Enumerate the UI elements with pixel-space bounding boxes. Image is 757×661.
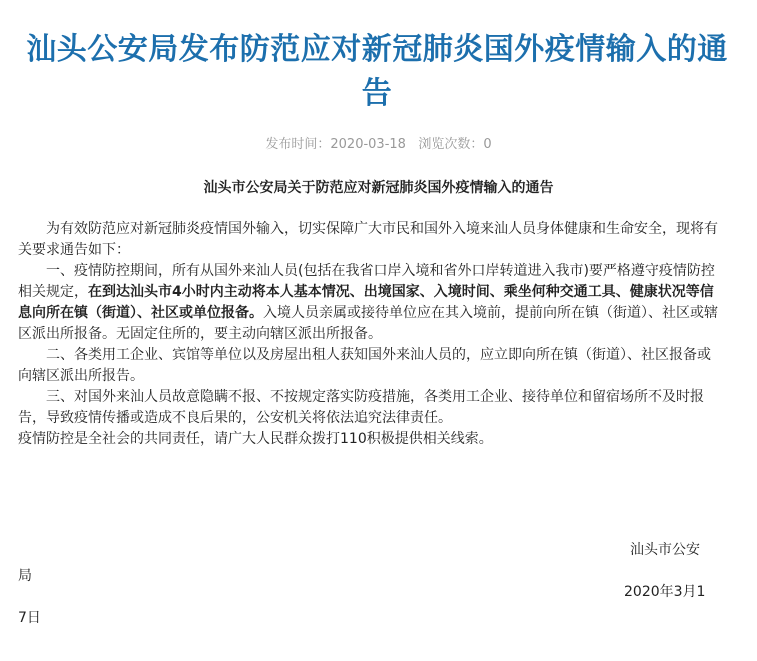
item-2-paragraph: 二、各类用工企业、宾馆等单位以及房屋出租人获知国外来汕人员的，应立即向所在镇（街道）、社区报备或向辖区派出所报告。 (18, 347, 711, 384)
article-body (18, 219, 724, 450)
view-count-value: 0 (483, 137, 492, 152)
signature-org-line-2: 局 (18, 568, 32, 584)
article-meta (0, 136, 757, 154)
signature-org-line-1: 汕头市公安 (630, 542, 700, 558)
notice-subtitle: 汕头市公安局关于防范应对新冠肺炎国外疫情输入的通告 (203, 180, 554, 196)
item-1-text: 一、疫情防控期间，所有从国外来汕人员(包括在我省口岸入境和省外口岸转道进入我市)要严格遵守疫情防控相关规定， (18, 263, 715, 300)
signature-date-line-1: 2020年3月1 (624, 584, 706, 600)
meta-spacer (406, 137, 418, 152)
publish-time-value: 2020-03-18 (330, 137, 406, 152)
signature-date-line-2: 7日 (18, 610, 41, 626)
signature-date (18, 582, 724, 629)
item-1-text-continued: 入境人员亲属或接待单位应在其入境前，提前向所在镇（街道）、社区或辖区派出所报备。无固定住所的，要主动向辖区派出所报备。 (18, 305, 718, 342)
item-1-paragraph (18, 261, 724, 345)
view-count-label: 浏览次数： (418, 137, 484, 152)
signature-organization (18, 540, 724, 587)
closing-paragraph: 疫情防控是全社会的共同责任，请广大人民群众拨打110积极提供相关线索。 (18, 431, 493, 447)
publish-time-label: 发布时间： (265, 137, 331, 152)
item-3-paragraph: 三、对国外来汕人员故意隐瞒不报、不按规定落实防疫措施，各类用工企业、接待单位和留宿场所不及时报告，导致疫情传播或造成不良后果的，公安机关将依法追究法律责任。 (18, 389, 704, 426)
item-1-emphasis: 在到达汕头市4小时内主动将本人基本情况、出境国家、入境时间、乘坐何种交通工具、健康状况等信息向所在镇（街道）、社区或单位报备。 (18, 284, 714, 321)
intro-paragraph: 为有效防范应对新冠肺炎疫情国外输入，切实保障广大市民和国外入境来汕人员身体健康和生命安全，现将有关要求通告如下： (18, 221, 718, 258)
page-title: 汕头公安局发布防范应对新冠肺炎国外疫情输入的通告 (26, 32, 728, 111)
